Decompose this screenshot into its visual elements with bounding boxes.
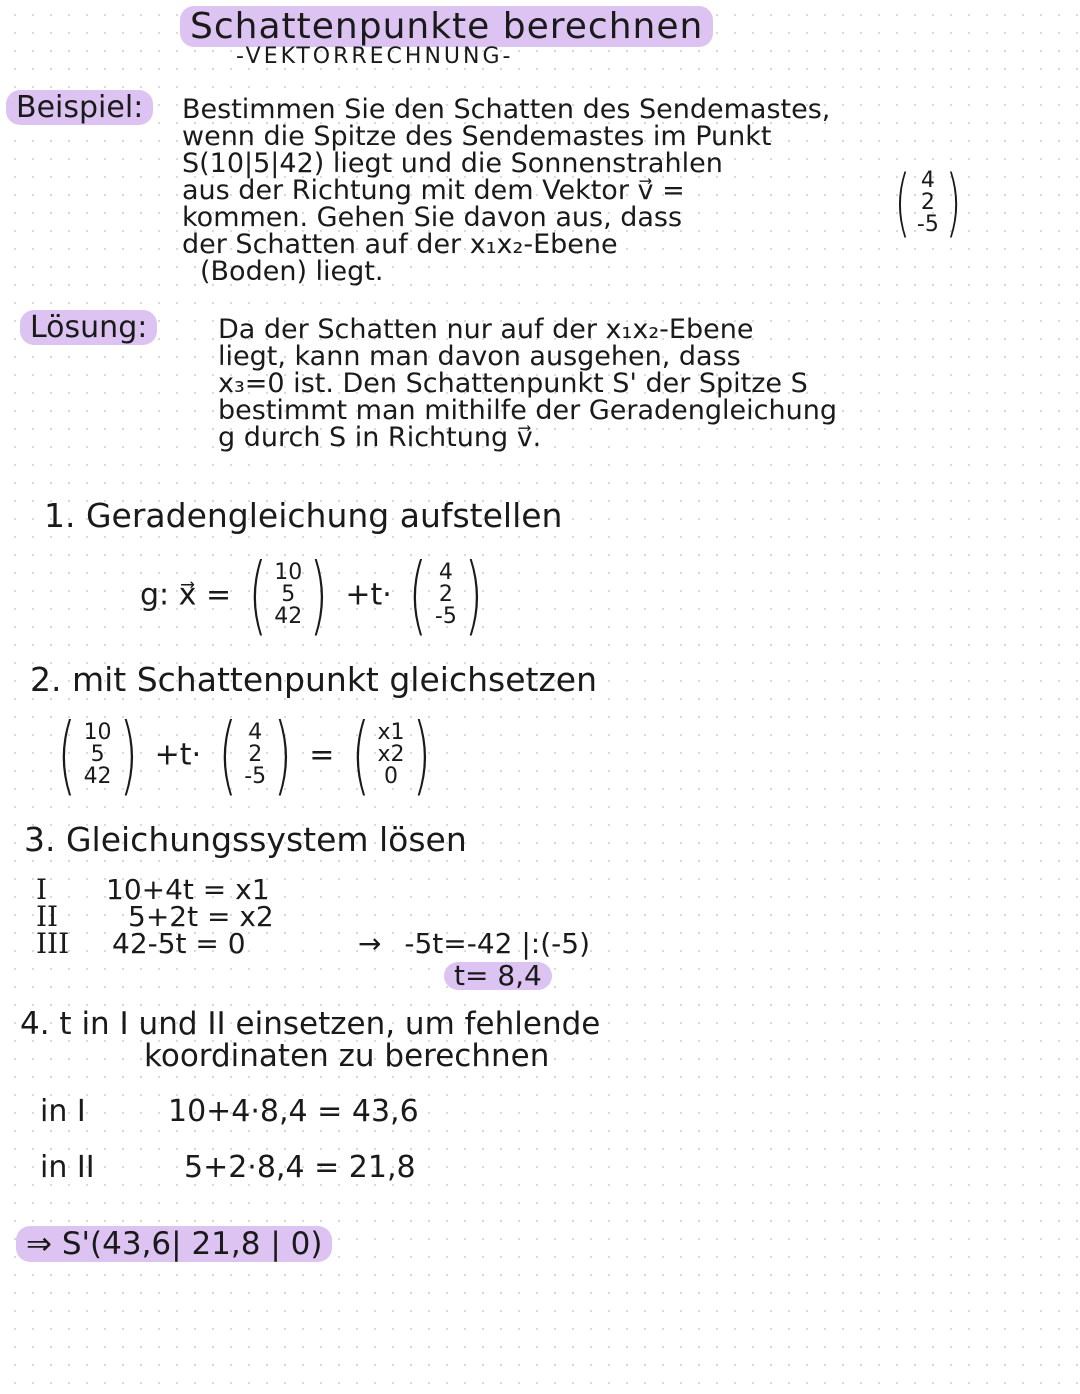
example-line: der Schatten auf der x₁x₂-Ebene bbox=[182, 229, 618, 260]
solution-line: x₃=0 ist. Den Schattenpunkt S' der Spitze S bbox=[218, 368, 808, 399]
equate-equation bbox=[50, 705, 438, 805]
vector-component: 4 bbox=[920, 168, 935, 193]
roman-numeral: II bbox=[36, 900, 59, 933]
page-subtitle: -VEKTORRECHNUNG- bbox=[236, 44, 514, 69]
vector-component: 0 bbox=[384, 764, 399, 789]
shadow-point-vector: ( x1 x2 0 ) bbox=[351, 705, 431, 805]
t-result: t= 8,4 bbox=[444, 962, 552, 990]
vector-component: 2 bbox=[438, 582, 453, 607]
line-equation bbox=[140, 545, 490, 645]
plus-t: +t· bbox=[345, 577, 392, 613]
vector-component: -5 bbox=[916, 212, 939, 237]
solve-equation: -5t=-42 |:(-5) bbox=[404, 927, 590, 960]
solution-line: bestimmt man mithilfe der Geradengleichung bbox=[218, 395, 837, 426]
vector-component: 42 bbox=[83, 764, 112, 789]
step4-heading: 4. t in I und II einsetzen, um fehlende bbox=[20, 1006, 601, 1042]
calc-label: in II bbox=[40, 1150, 95, 1185]
system-equation: 5+2t = x2 bbox=[128, 900, 274, 933]
vector-component: 10 bbox=[83, 720, 112, 745]
vector-component: 2 bbox=[920, 190, 935, 215]
vector-component: -5 bbox=[244, 764, 267, 789]
system-equation: 42-5t = 0 bbox=[112, 927, 246, 960]
example-line: Bestimmen Sie den Schatten des Sendemastes, bbox=[182, 94, 831, 125]
support-vector: ( 10 5 42 ) bbox=[57, 705, 138, 805]
paren-close: ) bbox=[945, 160, 962, 246]
system-row bbox=[36, 900, 274, 933]
example-text bbox=[182, 96, 830, 285]
system-equation: 10+4t = x1 bbox=[106, 873, 270, 906]
example-label: Beispiel: bbox=[6, 90, 153, 125]
final-answer: ⇒ S'(43,6| 21,8 | 0) bbox=[16, 1226, 332, 1262]
calc-row bbox=[40, 1150, 416, 1185]
equals-sign: = bbox=[309, 737, 335, 773]
vector-component: 2 bbox=[248, 742, 263, 767]
direction-vector: ( 4 2 -5 ) bbox=[408, 545, 483, 645]
vector-component: -5 bbox=[434, 604, 457, 629]
roman-numeral: I bbox=[36, 873, 48, 906]
vector-component: 4 bbox=[248, 720, 263, 745]
plus-t: +t· bbox=[154, 737, 202, 773]
calc-expression: 10+4·8,4 = 43,6 bbox=[168, 1094, 419, 1129]
vector-component: 10 bbox=[274, 560, 303, 585]
solution-text bbox=[218, 316, 837, 451]
vector-component: 42 bbox=[274, 604, 303, 629]
step1-heading: 1. Geradengleichung aufstellen bbox=[44, 496, 563, 535]
example-line: kommen. Gehen Sie davon aus, dass bbox=[182, 202, 683, 233]
vector-component: x2 bbox=[377, 742, 405, 767]
solution-line: liegt, kann man davon ausgehen, dass bbox=[218, 341, 741, 372]
solution-line: g durch S in Richtung v⃗. bbox=[218, 422, 542, 453]
solution-line: Da der Schatten nur auf der x₁x₂-Ebene bbox=[218, 314, 754, 345]
roman-numeral: III bbox=[36, 927, 70, 960]
equation-system bbox=[36, 873, 274, 960]
example-line: aus der Richtung mit dem Vektor v⃗ = bbox=[182, 175, 685, 206]
arrow-icon: → bbox=[358, 927, 382, 960]
support-vector: ( 10 5 42 ) bbox=[248, 545, 329, 645]
example-line: (Boden) liegt. bbox=[200, 256, 384, 287]
vector-component: 5 bbox=[90, 742, 105, 767]
direction-vector: ( 4 2 -5 ) bbox=[218, 705, 293, 805]
calc-expression: 5+2·8,4 = 21,8 bbox=[184, 1150, 416, 1185]
system-row bbox=[36, 927, 274, 960]
calc-label: in I bbox=[40, 1094, 86, 1129]
step2-heading: 2. mit Schattenpunkt gleichsetzen bbox=[30, 660, 597, 699]
calc-row bbox=[40, 1094, 419, 1129]
example-line: wenn die Spitze des Sendemastes im Punkt bbox=[182, 121, 772, 152]
equation-prefix: g: x⃗ = bbox=[140, 577, 232, 613]
system-row bbox=[36, 873, 274, 906]
paren-open: ( bbox=[894, 160, 911, 246]
solve-step bbox=[358, 927, 590, 960]
step3-heading: 3. Gleichungssystem lösen bbox=[24, 820, 467, 859]
solution-label: Lösung: bbox=[20, 310, 157, 345]
vector-component: x1 bbox=[377, 720, 405, 745]
page-title: Schattenpunkte berechnen bbox=[180, 6, 713, 47]
vector-component: 4 bbox=[438, 560, 453, 585]
sun-direction-vector bbox=[888, 160, 968, 246]
example-line: S(10|5|42) liegt und die Sonnenstrahlen bbox=[182, 148, 723, 179]
vector-component: 5 bbox=[281, 582, 296, 607]
step4-heading-line2: koordinaten zu berechnen bbox=[144, 1038, 550, 1074]
